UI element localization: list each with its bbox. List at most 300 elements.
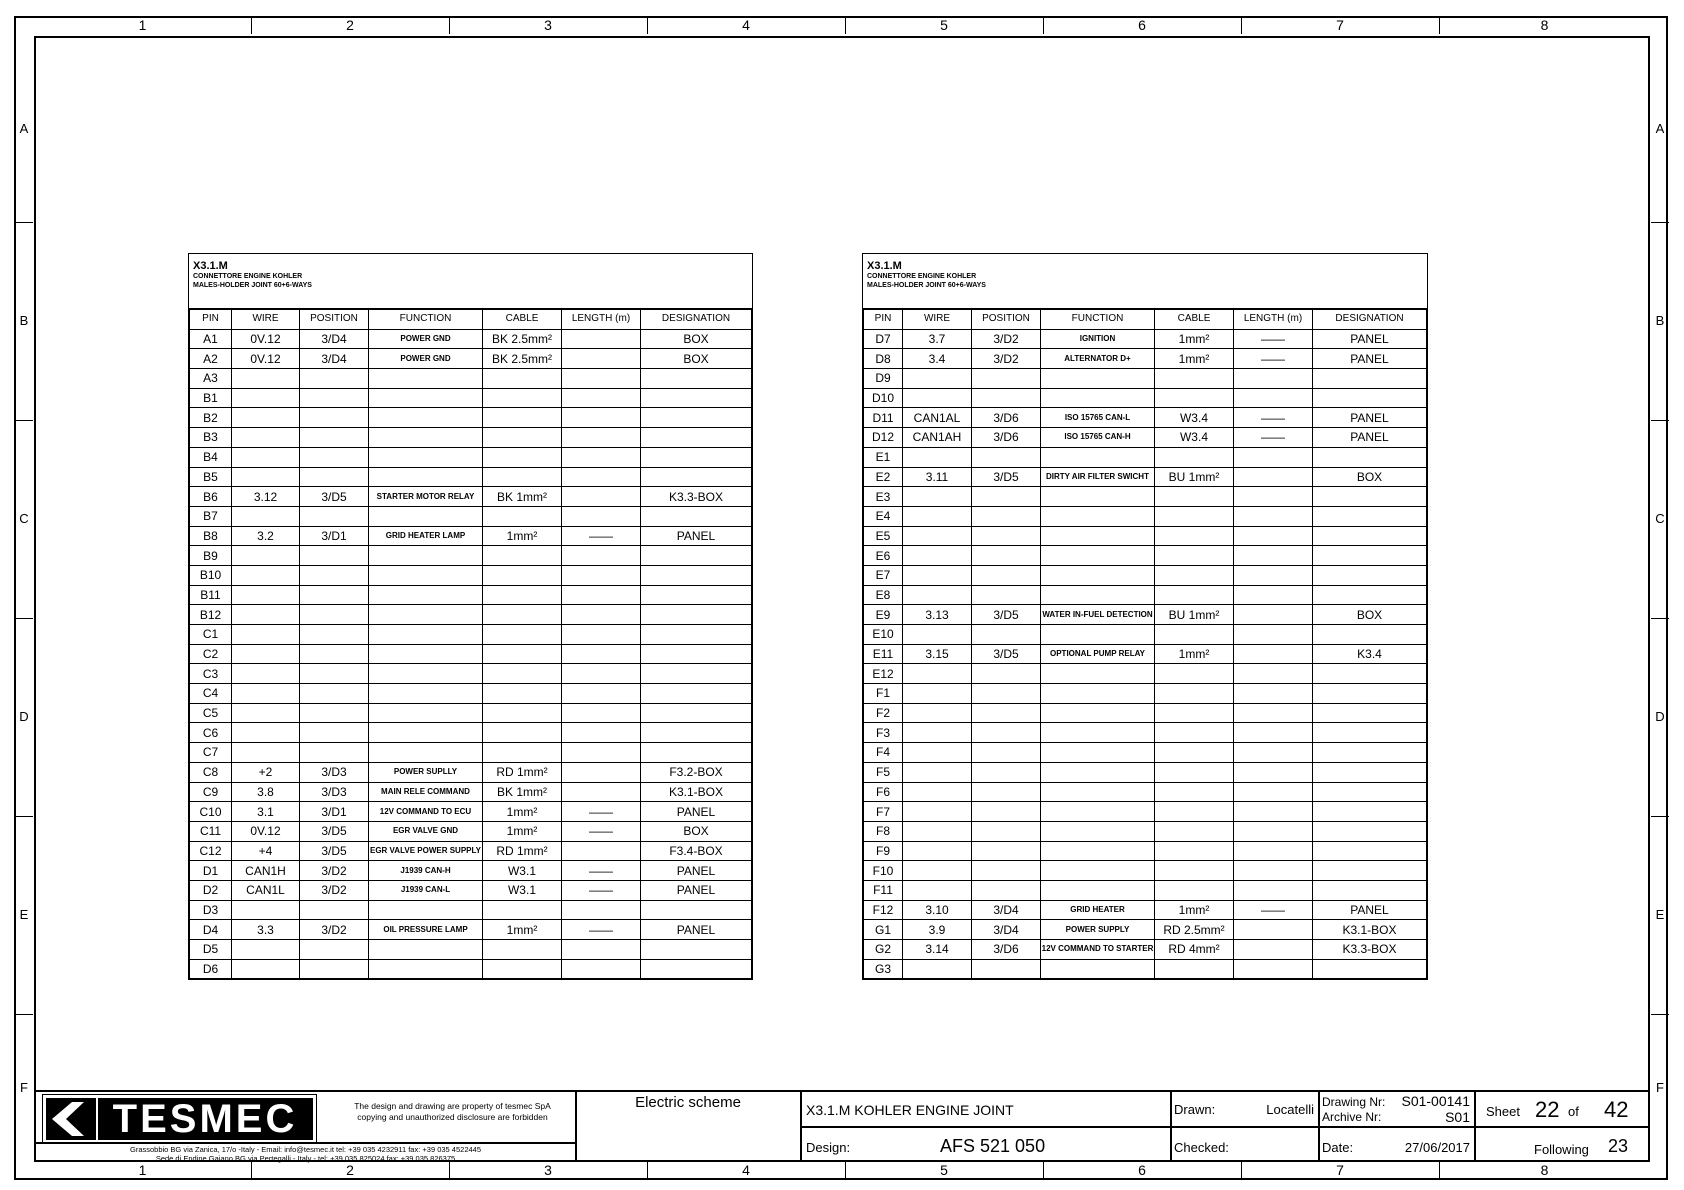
cable-cell [1155, 526, 1234, 546]
length-cell [562, 546, 641, 566]
wire-cell: 3.2 [232, 526, 300, 546]
function-cell [1041, 388, 1155, 408]
column-number-top: 2 [346, 17, 354, 33]
length-cell [1234, 920, 1313, 940]
designation-cell: BOX [1313, 605, 1427, 625]
column-header: CABLE [483, 310, 562, 330]
column-number-bottom: 2 [346, 1162, 354, 1178]
wire-cell [903, 565, 972, 585]
designation-cell [1313, 723, 1427, 743]
function-cell [1041, 743, 1155, 763]
function-cell: EGR VALVE GND [369, 821, 483, 841]
function-cell: J1939 CAN-L [369, 880, 483, 900]
table-row [864, 900, 1427, 920]
designation-cell: PANEL [641, 861, 752, 881]
table-row [190, 802, 752, 822]
cable-cell [1155, 565, 1234, 585]
position-cell [300, 369, 369, 389]
table-row [190, 821, 752, 841]
cable-cell [1155, 703, 1234, 723]
function-cell [1041, 684, 1155, 704]
table-row [190, 506, 752, 526]
design-label: Design: [806, 1140, 851, 1155]
length-cell [562, 959, 641, 979]
designation-cell [641, 743, 752, 763]
pin-cell: F5 [864, 762, 903, 782]
designation-cell [1313, 585, 1427, 605]
row-letter-left: D [19, 709, 29, 724]
position-cell [972, 782, 1041, 802]
column-number-top: 6 [1138, 17, 1146, 33]
following-label: Following [1534, 1142, 1589, 1157]
cable-cell [1155, 684, 1234, 704]
function-cell [369, 408, 483, 428]
length-cell [562, 625, 641, 645]
pin-cell: B2 [190, 408, 232, 428]
drawing-title: X3.1.M KOHLER ENGINE JOINT [806, 1102, 1014, 1118]
wire-cell [232, 388, 300, 408]
length-cell: —— [562, 861, 641, 881]
wire-cell [903, 782, 972, 802]
designation-cell [1313, 369, 1427, 389]
row-letter-right: F [1656, 1080, 1664, 1095]
wire-cell [232, 565, 300, 585]
wire-cell [903, 546, 972, 566]
position-cell [300, 388, 369, 408]
cable-cell: RD 1mm² [483, 841, 562, 861]
cable-cell: 1mm² [483, 526, 562, 546]
cable-cell [483, 684, 562, 704]
designation-cell [641, 585, 752, 605]
length-cell [562, 723, 641, 743]
designation-cell: BOX [1313, 467, 1427, 487]
function-cell: ALTERNATOR D+ [1041, 349, 1155, 369]
cable-cell [483, 428, 562, 448]
table-row [864, 920, 1427, 940]
pin-cell: E11 [864, 644, 903, 664]
cable-cell: BU 1mm² [1155, 605, 1234, 625]
pin-cell: D12 [864, 428, 903, 448]
designation-cell [641, 369, 752, 389]
cable-cell [1155, 723, 1234, 743]
table-row [190, 526, 752, 546]
length-cell [1234, 762, 1313, 782]
length-cell [1234, 369, 1313, 389]
wire-cell [232, 408, 300, 428]
table-row [190, 428, 752, 448]
cable-cell: 1mm² [1155, 329, 1234, 349]
cable-cell [483, 625, 562, 645]
pin-cell: A1 [190, 329, 232, 349]
position-cell: 3/D2 [972, 349, 1041, 369]
position-cell [972, 841, 1041, 861]
length-cell [562, 782, 641, 802]
column-header: CABLE [1155, 310, 1234, 330]
cable-cell: W3.4 [1155, 408, 1234, 428]
position-cell [300, 959, 369, 979]
cable-cell [483, 664, 562, 684]
length-cell: —— [562, 526, 641, 546]
length-cell [562, 684, 641, 704]
function-cell: MAIN RELE COMMAND [369, 782, 483, 802]
table-row [190, 565, 752, 585]
table-row [864, 349, 1427, 369]
length-cell [1234, 880, 1313, 900]
cable-cell [483, 506, 562, 526]
column-header: FUNCTION [369, 310, 483, 330]
pin-cell: C1 [190, 625, 232, 645]
table-row [190, 900, 752, 920]
wire-cell: 3.15 [903, 644, 972, 664]
position-cell [972, 546, 1041, 566]
pin-cell: B6 [190, 487, 232, 507]
designation-cell [641, 703, 752, 723]
pin-cell: C11 [190, 821, 232, 841]
table-row [190, 841, 752, 861]
position-cell [972, 526, 1041, 546]
position-cell: 3/D6 [972, 408, 1041, 428]
length-cell [1234, 467, 1313, 487]
table-row [864, 940, 1427, 960]
length-cell [1234, 684, 1313, 704]
wire-cell [232, 605, 300, 625]
pin-cell: F6 [864, 782, 903, 802]
function-cell [1041, 762, 1155, 782]
length-cell [562, 349, 641, 369]
cable-cell [483, 959, 562, 979]
pin-cell: F9 [864, 841, 903, 861]
designation-cell [641, 664, 752, 684]
row-letter-right: D [1655, 709, 1665, 724]
length-cell [562, 940, 641, 960]
position-cell: 3/D5 [972, 467, 1041, 487]
pin-cell: B10 [190, 565, 232, 585]
cable-cell: BK 1mm² [483, 487, 562, 507]
company-address [38, 1145, 573, 1163]
cable-cell: 1mm² [483, 920, 562, 940]
position-cell [972, 762, 1041, 782]
pin-cell: F3 [864, 723, 903, 743]
wire-cell [232, 506, 300, 526]
table-row [190, 782, 752, 802]
pin-cell: D4 [190, 920, 232, 940]
pin-cell: B7 [190, 506, 232, 526]
table-row [190, 329, 752, 349]
table-row [190, 880, 752, 900]
function-cell: OIL PRESSURE LAMP [369, 920, 483, 940]
cable-cell: W3.4 [1155, 428, 1234, 448]
position-cell: 3/D5 [300, 841, 369, 861]
position-cell [972, 959, 1041, 979]
pin-cell: E7 [864, 565, 903, 585]
designation-cell: PANEL [1313, 329, 1427, 349]
designation-cell [1313, 762, 1427, 782]
table-header-row [190, 310, 752, 330]
table-row [190, 546, 752, 566]
pin-cell: E1 [864, 447, 903, 467]
cable-cell [1155, 487, 1234, 507]
function-cell [369, 388, 483, 408]
function-cell: EGR VALVE POWER SUPPLY [369, 841, 483, 861]
length-cell [1234, 506, 1313, 526]
wire-cell: CAN1L [232, 880, 300, 900]
function-cell [369, 565, 483, 585]
pin-cell: D1 [190, 861, 232, 881]
function-cell: POWER GND [369, 329, 483, 349]
length-cell [1234, 546, 1313, 566]
designation-cell [641, 684, 752, 704]
wire-cell [903, 585, 972, 605]
sheet-number: 22 [1535, 1097, 1560, 1122]
table-row [190, 940, 752, 960]
designation-cell [641, 506, 752, 526]
column-number-top: 5 [940, 17, 948, 33]
cable-cell [483, 900, 562, 920]
table-row [864, 959, 1427, 979]
table-row [190, 487, 752, 507]
drawn-label: Drawn: [1174, 1102, 1216, 1117]
length-cell [562, 369, 641, 389]
wire-cell: +4 [232, 841, 300, 861]
property-notice [330, 1101, 575, 1123]
pin-cell: F1 [864, 684, 903, 704]
cable-cell [483, 605, 562, 625]
function-cell [1041, 959, 1155, 979]
designation-cell: F3.2-BOX [641, 762, 752, 782]
table-row [190, 684, 752, 704]
function-cell [1041, 546, 1155, 566]
length-cell [562, 428, 641, 448]
function-cell [1041, 664, 1155, 684]
archive-nr-label: Archive Nr: [1322, 1110, 1382, 1124]
length-cell [1234, 959, 1313, 979]
column-header: LENGTH (m) [562, 310, 641, 330]
length-cell [1234, 782, 1313, 802]
designation-cell [641, 723, 752, 743]
wire-cell: CAN1AH [903, 428, 972, 448]
column-number-top: 8 [1540, 17, 1549, 33]
function-cell: GRID HEATER [1041, 900, 1155, 920]
pin-cell: D2 [190, 880, 232, 900]
property-notice-line-1: The design and drawing are property of tesmec SpA [354, 1101, 551, 1111]
pin-cell: C9 [190, 782, 232, 802]
pin-cell: E4 [864, 506, 903, 526]
designation-cell [1313, 565, 1427, 585]
designation-cell [641, 959, 752, 979]
function-cell: WATER IN-FUEL DETECTION [1041, 605, 1155, 625]
row-letter-left: C [19, 511, 29, 526]
address-line-1: Grassobbio BG via Zanica, 17/o -Italy - Email: info@tesmec.it tel: +39 035 4232911 fax: +39 035 4522445 [129, 1145, 481, 1154]
designation-cell [641, 467, 752, 487]
position-cell: 3/D6 [972, 940, 1041, 960]
cable-cell: 1mm² [1155, 900, 1234, 920]
position-cell [300, 900, 369, 920]
pin-cell: C7 [190, 743, 232, 763]
wire-cell [232, 467, 300, 487]
pin-cell: G2 [864, 940, 903, 960]
function-cell [1041, 802, 1155, 822]
position-cell [300, 940, 369, 960]
wire-cell: 3.1 [232, 802, 300, 822]
table-row [864, 723, 1427, 743]
pin-cell: E3 [864, 487, 903, 507]
designation-cell [641, 900, 752, 920]
function-cell [1041, 625, 1155, 645]
wire-cell: 3.9 [903, 920, 972, 940]
table-row [864, 802, 1427, 822]
wire-cell [903, 487, 972, 507]
designation-cell: PANEL [1313, 408, 1427, 428]
designation-cell [641, 644, 752, 664]
function-cell [1041, 506, 1155, 526]
wire-cell [903, 880, 972, 900]
cable-cell: 1mm² [483, 821, 562, 841]
pin-cell: G1 [864, 920, 903, 940]
function-cell: POWER SUPLLY [369, 762, 483, 782]
length-cell [562, 900, 641, 920]
pin-cell: C12 [190, 841, 232, 861]
length-cell [1234, 723, 1313, 743]
pin-cell: C6 [190, 723, 232, 743]
drawing-nr-value: S01-00141 [1401, 1093, 1470, 1109]
pin-cell: B4 [190, 447, 232, 467]
table-row [190, 369, 752, 389]
designation-cell [1313, 625, 1427, 645]
logo-wordmark: TESMEC [112, 1097, 298, 1141]
column-number-top: 3 [544, 17, 552, 33]
length-cell [562, 329, 641, 349]
cable-cell [1155, 369, 1234, 389]
position-cell [972, 743, 1041, 763]
wire-cell [903, 841, 972, 861]
pin-cell: C2 [190, 644, 232, 664]
connector-title: X3.1.M [193, 260, 228, 272]
column-header: POSITION [300, 310, 369, 330]
position-cell: 3/D4 [300, 349, 369, 369]
table-row [190, 467, 752, 487]
function-cell: 12V COMMAND TO ECU [369, 802, 483, 822]
function-cell [1041, 841, 1155, 861]
pin-cell: C3 [190, 664, 232, 684]
position-cell [972, 487, 1041, 507]
row-letter-left: F [20, 1080, 28, 1095]
function-cell [1041, 565, 1155, 585]
length-cell: —— [1234, 408, 1313, 428]
length-cell [1234, 841, 1313, 861]
position-cell [300, 703, 369, 723]
designation-cell [641, 388, 752, 408]
table-header-row [864, 310, 1427, 330]
cable-cell [483, 743, 562, 763]
position-cell: 3/D4 [972, 920, 1041, 940]
designation-cell [641, 940, 752, 960]
pin-cell: E12 [864, 664, 903, 684]
position-cell: 3/D4 [972, 900, 1041, 920]
wire-cell [232, 900, 300, 920]
length-cell: —— [562, 920, 641, 940]
wire-cell: 3.10 [903, 900, 972, 920]
cable-cell: 1mm² [483, 802, 562, 822]
table-row [864, 447, 1427, 467]
function-cell [369, 664, 483, 684]
cable-cell [1155, 388, 1234, 408]
wire-cell: 3.7 [903, 329, 972, 349]
position-cell [972, 506, 1041, 526]
wire-cell: 0V.12 [232, 349, 300, 369]
length-cell [562, 605, 641, 625]
column-header: DESIGNATION [641, 310, 752, 330]
position-cell: 3/D5 [972, 605, 1041, 625]
wire-cell [903, 526, 972, 546]
function-cell [369, 428, 483, 448]
function-cell [369, 447, 483, 467]
column-header: WIRE [232, 310, 300, 330]
wire-cell [232, 703, 300, 723]
length-cell [1234, 802, 1313, 822]
cable-cell [1155, 506, 1234, 526]
function-cell [369, 959, 483, 979]
table-row [864, 841, 1427, 861]
function-cell: GRID HEATER LAMP [369, 526, 483, 546]
length-cell [1234, 447, 1313, 467]
designation-cell [1313, 743, 1427, 763]
designation-cell [1313, 526, 1427, 546]
wire-cell [232, 664, 300, 684]
wire-cell [232, 644, 300, 664]
function-cell [1041, 782, 1155, 802]
pin-cell: E10 [864, 625, 903, 645]
pin-cell: D8 [864, 349, 903, 369]
position-cell: 3/D5 [300, 487, 369, 507]
cable-cell: W3.1 [483, 861, 562, 881]
function-cell [369, 723, 483, 743]
function-cell [369, 467, 483, 487]
wire-cell [903, 723, 972, 743]
function-cell [369, 506, 483, 526]
cable-cell [483, 546, 562, 566]
wire-cell [232, 428, 300, 448]
length-cell: —— [562, 802, 641, 822]
cable-cell [1155, 625, 1234, 645]
column-number-bottom: 7 [1336, 1162, 1344, 1178]
column-header: PIN [864, 310, 903, 330]
pin-cell: G3 [864, 959, 903, 979]
pin-cell: D9 [864, 369, 903, 389]
length-cell [562, 408, 641, 428]
pin-cell: C4 [190, 684, 232, 704]
date-label: Date: [1322, 1140, 1354, 1155]
wire-cell: 0V.12 [232, 329, 300, 349]
table-row [864, 821, 1427, 841]
function-cell [1041, 369, 1155, 389]
length-cell: —— [562, 880, 641, 900]
designation-cell [1313, 684, 1427, 704]
table-row [864, 782, 1427, 802]
column-header: PIN [190, 310, 232, 330]
cable-cell [1155, 821, 1234, 841]
pin-cell: B11 [190, 585, 232, 605]
designation-cell: K3.3-BOX [641, 487, 752, 507]
designation-cell [1313, 861, 1427, 881]
position-cell: 3/D2 [300, 880, 369, 900]
length-cell [1234, 487, 1313, 507]
pin-cell: E8 [864, 585, 903, 605]
pin-cell: D11 [864, 408, 903, 428]
position-cell: 3/D6 [972, 428, 1041, 448]
drawn-value: Locatelli [1266, 1102, 1314, 1117]
length-cell [1234, 664, 1313, 684]
table-row [864, 625, 1427, 645]
